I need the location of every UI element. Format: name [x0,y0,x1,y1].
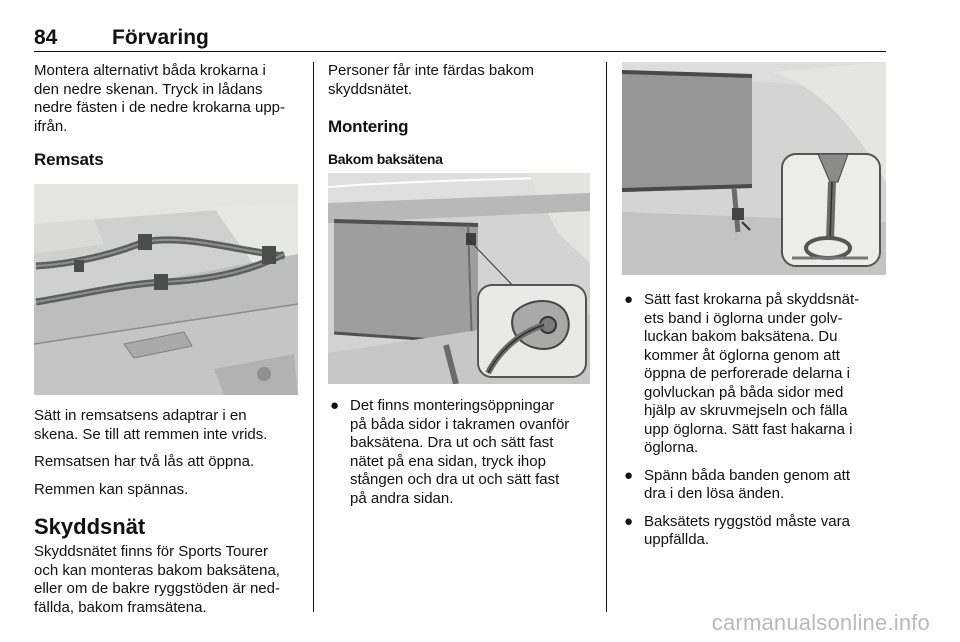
text-line: Montera alternativt båda krokarna i [34,62,266,79]
bullet-icon: ● [624,512,634,530]
list-item [622,467,886,504]
column-2 [328,62,594,517]
text-line: skena. Se till att remmen inte vrids. [34,425,268,443]
text-line: på båda sidor i takramen ovanför [350,415,570,433]
page-header [34,26,886,52]
floor-eyelet-illustration [622,62,886,275]
text-line: Det finns monteringsöppningar [350,397,555,414]
list-item [328,397,594,508]
text-line: ets band i öglorna under golv- [644,309,843,327]
list-item [622,291,886,458]
text-line: skyddsnätet. [328,80,413,98]
skyddsnat-paragraph [34,543,300,617]
text-line: stången och dra ut och sätt fast [350,471,560,488]
remsats-paragraph-3: Remmen kan spännas. [34,480,189,498]
column-divider-1 [313,62,314,612]
chapter-title: Förvaring [112,26,209,49]
strap-kit-illustration [34,184,298,395]
page-number: 84 [34,26,58,49]
text-line: Personer får inte färdas bakom [328,62,534,79]
montering-heading: Montering [328,117,409,136]
text-line: Baksätets ryggstöd måste vara [644,512,850,530]
text-line: och kan monteras bakom baksätena, [34,561,280,579]
text-line: fällda, bakom framsätena. [34,598,207,616]
text-line: dra i den lösa änden. [644,485,785,502]
bullet-icon: ● [330,397,340,414]
text-line: hjälp av skruvmejseln och fälla [644,402,848,419]
text-line: nätet på ena sidan, tryck ihop [350,452,546,470]
bullet-icon: ● [624,291,634,308]
column-3 [622,62,886,559]
column-divider-2 [606,62,607,612]
column-1 [34,62,300,617]
col2-intro-paragraph [328,62,594,99]
remsats-paragraph-1 [34,407,300,444]
col1-intro-paragraph [34,62,300,136]
text-line: nedre fästen i de nedre krokarna upp- [34,99,285,116]
skyddsnat-heading: Skyddsnät [34,514,146,539]
bakom-baksatena-heading: Bakom baksätena [328,151,443,167]
remsats-paragraph-2: Remsatsen har två lås att öppna. [34,453,255,470]
list-item [622,513,886,550]
col2-bullet-list [328,397,594,508]
text-line: ifrån. [34,117,68,135]
remsats-heading: Remsats [34,150,104,169]
watermark: carmanualsonline.info [711,610,930,635]
text-line: öppna de perforerade delarna i [644,365,850,382]
header-rule [34,51,886,52]
text-line: baksätena. Dra ut och sätt fast [350,434,554,451]
text-line: Spänn båda banden genom att [644,466,851,484]
text-line: på andra sidan. [350,489,454,507]
col3-bullet-list [622,291,886,550]
text-line: Sätt fast krokarna på skyddsnät- [644,291,860,308]
text-line: Sätt in remsatsens adaptrar i en [34,407,247,424]
text-line: golvluckan på båda sidor med [644,383,844,401]
text-line: öglorna. [644,439,699,456]
net-mounting-illustration [328,173,590,384]
text-line: den nedre skenan. Tryck in lådans [34,80,263,98]
text-line: Skyddsnätet finns för Sports Tourer [34,543,269,560]
text-line: uppfällda. [644,531,710,548]
text-line: eller om de bakre ryggstöden är ned- [34,580,280,597]
text-line: upp öglorna. Sätt fast hakarna i [644,420,853,438]
text-line: luckan bakom baksätena. Du [644,328,838,345]
text-line: kommer åt öglorna genom att [644,346,840,364]
bullet-icon: ● [624,466,634,484]
